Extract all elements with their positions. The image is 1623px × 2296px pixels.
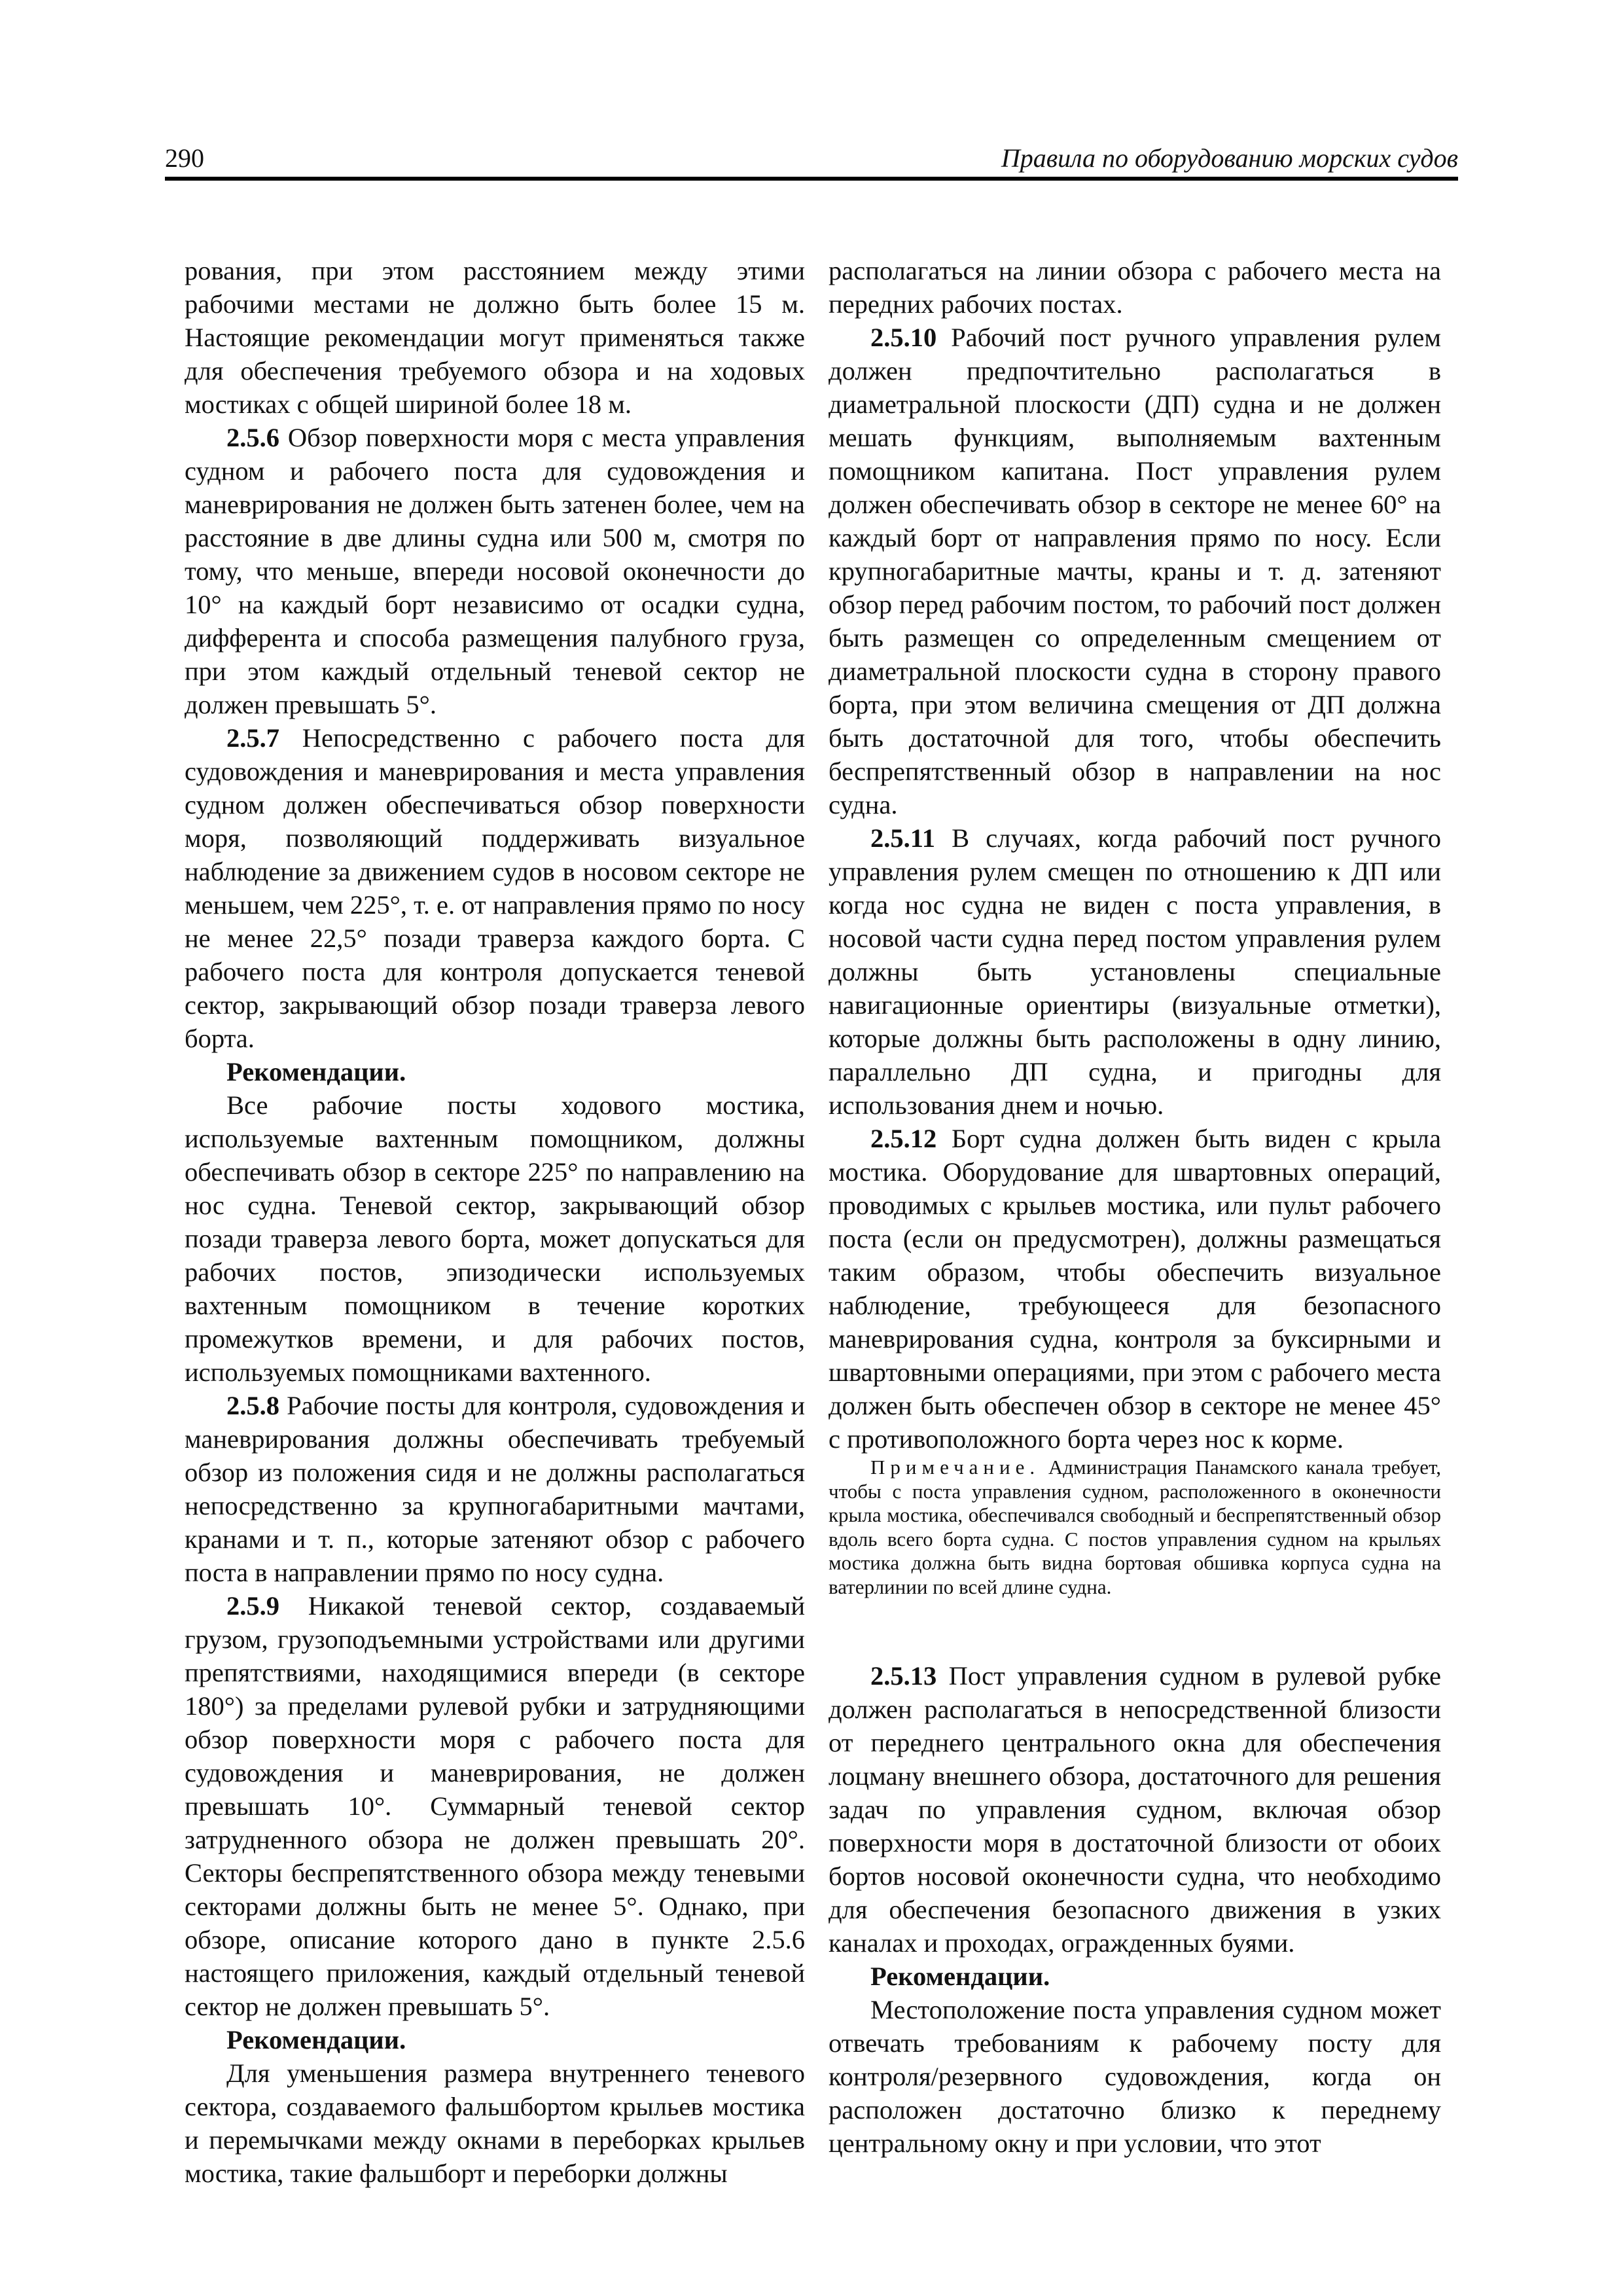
clause-text: В случаях, когда рабочий пост ручного управления рулем смещен по отношению к ДП или когда нос судна не виден с поста управления, в носовой части судна перед постом управления рулем должны быть установлены специальные навигационные ориентиры (визуальные отметки), которые должны быть расположены в одну линию, параллельно ДП судна, и пригодны для использования днем и ночью. [829,823,1441,1120]
note [829,1456,1441,1599]
page-number: 290 [165,143,204,173]
clause-2-5-9 [185,1589,805,2023]
recommendations-text: Для уменьшения размера внутреннего теневого сектора, создаваемого фальшбортом крыльев мостика и перемычками между окнами в переборках крыльев мостика, такие фальшборт и переборки должны [185,2058,805,2188]
paragraph-continued: рования, при этом расстоянием между этими рабочими местами не должно быть более 15 м. Настоящие рекомендации могут применяться также для обеспечения требуемого обзора и на ходовых мостиках с общей шириной более 18 м. [185,256,805,419]
clause-2-5-12 [829,1122,1441,1456]
clause-2-5-10 [829,321,1441,821]
recommendations-text: Местоположение поста управления судном может отвечать требованиям к рабочему посту для контроля/резервного судовождения, когда он расположен достаточно близко к переднему центральному окну и при условии, что этот [829,1995,1441,2158]
clause-text: Борт судна должен быть виден с крыла мостика. Оборудование для швартовных операций, проводимых с крыльев мостика, или пульт рабочего поста (если он предусмотрен), должны размещаться таким образом, чтобы обеспечить визуальное наблюдение, требующееся для безопасного маневрирования судна, контроля за буксирными и швартовными операциями, при этом с рабочего места должен быть обеспечен обзор в секторе не менее 45° с противоположного борта через нос к корме. [829,1124,1441,1454]
clause-number: 2.5.10 [870,323,937,352]
clause-number: 2.5.12 [870,1124,937,1153]
clause-text: Рабочие посты для контроля, судовождения и маневрирования должны обеспечивать требуемый обзор из положения сидя и не должны располагаться непосредственно за крупногабаритными мачтами, кранами и т. п., которые затеняют обзор с рабочего поста в направлении прямо по носу судна. [185,1391,805,1587]
clause-number: 2.5.13 [870,1661,937,1691]
clause-number: 2.5.11 [870,823,936,853]
spacer [829,1599,1441,1659]
recommendations-heading: Рекомендации. [226,2025,406,2054]
clause-2-5-13 [829,1659,1441,1960]
note-text: Администрация Панамского канала требует, чтобы с поста управления судном, расположенного в оконечности крыла мостика, обеспечивался свободный и беспрепятственный обзор вдоль всего борта судна. С постов управления судном на крыльях мостика должна быть видна бортовая обшивка корпуса судна на ватерлинии по всей длине судна. [829,1456,1441,1598]
clause-number: 2.5.6 [226,423,279,452]
running-title: Правила по оборудованию морских судов [1001,143,1458,173]
paragraph-continued: располагаться на линии обзора с рабочего места на передних рабочих постах. [829,256,1441,319]
clause-2-5-11 [829,821,1441,1122]
page-header [165,143,1458,179]
recommendations-text: Все рабочие посты ходового мостика, используемые вахтенным помощником, должны обеспечивать обзор в секторе 225° по направлению на нос судна. Теневой сектор, закрывающий обзор позади траверза левого борта, может допускаться для рабочих постов, эпизодически используемых вахтенным помощником в течение коротких промежутков времени, и для рабочих постов, используемых помощниками вахтенного. [185,1090,805,1387]
clause-text: Обзор поверхности моря с места управления судном и рабочего поста для судовождения и маневрирования не должен быть затенен более, чем на расстояние в две длины судна или 500 м, смотря по тому, что меньше, впереди носовой оконечности до 10° на каждый борт независимо от осадки судна, дифферента и способа размещения палубного груза, при этом каждый отдельный теневой сектор не должен превышать 5°. [185,423,805,719]
right-column [829,254,1441,2160]
note-label: Примечание. [870,1456,1041,1479]
clause-number: 2.5.9 [226,1591,279,1621]
clause-number: 2.5.8 [226,1391,279,1420]
clause-text: Никакой теневой сектор, создаваемый грузом, грузоподъемными устройствами или другими препятствиями, находящимися впереди (в секторе 180°) за пределами рулевой рубки и затрудняющими обзор поверхности моря с рабочего поста для судовождения и маневрирования, не должен превышать 10°. Суммарный теневой сектор затрудненного обзора не должен превышать 20°. Секторы беспрепятственного обзора между теневыми секторами должны быть не менее 5°. Однако, при обзоре, описание которого дано в пункте 2.5.6 настоящего приложения, каждый отдельный теневой сектор не должен превышать 5°. [185,1591,805,2021]
clause-2-5-8 [185,1389,805,1589]
header-rule [165,177,1458,181]
clause-text: Непосредственно с рабочего поста для судовождения и маневрирования и места управления судном должен обеспечиваться обзор поверхности моря, позволяющий поддерживать визуальное наблюдение за движением судов в носовом секторе не меньшем, чем 225°, т. е. от направления прямо по носу не менее 22,5° позади траверза каждого борта. С рабочего поста для контроля допускается теневой сектор, закрывающий обзор позади траверза левого борта. [185,723,805,1053]
clause-text: Пост управления судном в рулевой рубке должен располагаться в непосредственной близости от переднего центрального окна для обеспечения лоцману внешнего обзора, достаточного для решения задач по управления судном, включая обзор поверхности моря в достаточной близости от обоих бортов носовой оконечности судна, что необходимо для обеспечения безопасного движения в узких каналах и проходах, огражденных буями. [829,1661,1441,1958]
clause-number: 2.5.7 [226,723,279,753]
clause-2-5-7 [185,721,805,1055]
clause-2-5-6 [185,421,805,721]
clause-text: Рабочий пост ручного управления рулем должен предпочтительно располагаться в диаметральной плоскости (ДП) судна и не должен мешать функциям, выполняемым вахтенным помощником капитана. Пост управления рулем должен обеспечивать обзор в секторе не менее 60° на каждый борт от направления прямо по носу. Если крупногабаритные мачты, краны и т. д. затеняют обзор перед рабочим постом, то рабочий пост должен быть размещен со определенным смещением от диаметральной плоскости судна в сторону правого борта, при этом величина смещения от ДП должна быть достаточной для того, чтобы обеспечить беспрепятственный обзор в направлении на нос судна. [829,323,1441,819]
left-column [185,254,805,2190]
recommendations-heading: Рекомендации. [226,1057,406,1086]
recommendations-heading: Рекомендации. [870,1962,1050,1991]
